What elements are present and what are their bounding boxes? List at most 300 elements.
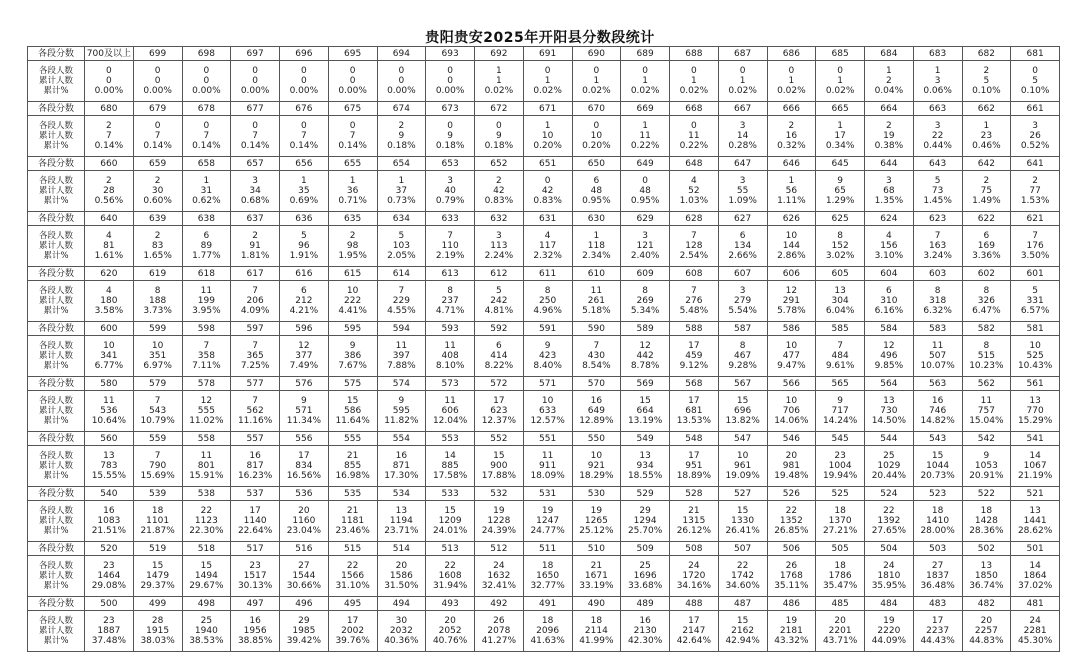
count-value: 4 [886,231,892,241]
data-cell [621,446,670,487]
data-cell [1011,171,1060,212]
cumulative-value: 152 [831,241,849,251]
cumpct-value: 0.20% [533,141,562,151]
cumulative-value: 1696 [633,571,657,581]
data-cell [133,61,182,102]
cumpct-value: 7.67% [338,361,367,371]
cumulative-value: 10 [590,131,603,141]
data-cell [718,391,767,432]
score-row [28,542,1060,556]
cumulative-value: 42 [541,186,554,196]
cumpct-value: 0.52% [1020,141,1050,151]
row-label-cumpct: 累计% [43,416,69,426]
cumpct-value: 1.91% [289,251,319,261]
count-value: 10 [346,286,359,296]
cumulative-value: 36 [346,186,359,196]
row-label-count: 各段人数 [38,176,73,186]
cumulative-value: 351 [149,351,167,361]
score-cell: 532 [475,487,524,501]
score-cell: 589 [621,322,670,336]
data-cell [621,556,670,597]
count-value: 18 [834,506,846,516]
cumpct-value: 0.02% [484,86,514,96]
data-cell [572,61,621,102]
cumulative-value: 730 [880,406,898,416]
cumpct-value: 0.02% [582,86,611,96]
score-cell: 679 [133,102,182,116]
cumulative-value: 1586 [389,571,413,581]
score-cell: 598 [182,322,231,336]
cumulative-value: 606 [441,406,459,416]
cumpct-value: 2.66% [728,251,757,261]
row-label-cumulative: 累计人数 [38,131,73,141]
cumpct-value: 0.83% [484,196,514,206]
count-value: 0 [544,66,551,76]
count-value: 18 [931,506,944,516]
data-cell [670,61,719,102]
data-cell [280,281,329,322]
cumpct-value: 7.25% [240,361,270,371]
score-cell: 686 [767,47,816,61]
score-cell: 638 [182,212,231,226]
data-cell [377,171,426,212]
score-row [28,212,1060,226]
cumpct-value: 6.04% [825,306,855,316]
cumulative-value: 144 [782,241,800,251]
score-cell: 635 [328,212,377,226]
cumulative-value: 1004 [828,461,852,471]
count-value: 9 [837,396,843,406]
cumulative-value: 442 [636,351,654,361]
cumpct-value: 1.49% [972,196,1001,206]
data-cell [767,226,816,267]
count-value: 8 [739,341,746,351]
data-cell [962,446,1011,487]
count-value: 16 [249,616,261,626]
row-label-cumpct: 累计% [43,471,69,481]
cumulative-value: 55 [736,186,749,196]
cumulative-value: 1464 [97,571,121,581]
cumpct-value: 41.63% [530,636,565,646]
score-cell: 657 [231,157,280,171]
cumulative-value: 1720 [682,571,706,581]
score-cell: 656 [280,157,329,171]
count-value: 1 [301,176,307,186]
score-row [28,267,1060,281]
score-cell: 660 [85,157,134,171]
data-cell [475,391,524,432]
count-value: 20 [834,616,846,626]
cumpct-value: 14.50% [871,416,907,426]
count-value: 3 [252,176,258,186]
count-value: 10 [785,341,798,351]
cumpct-value: 31.50% [384,581,419,591]
cumulative-value: 0 [349,76,356,86]
data-cell [85,226,134,267]
count-value: 12 [639,341,651,351]
score-cell: 584 [865,322,914,336]
data-cell [816,336,865,377]
count-value: 0 [496,121,502,131]
score-cell: 491 [523,597,572,611]
data-row-labels [28,446,85,487]
cumulative-value: 536 [100,406,118,416]
count-value: 17 [688,616,700,626]
data-cell [231,226,280,267]
cumpct-value: 26.85% [774,526,809,536]
cumpct-value: 32.77% [530,581,565,591]
cumpct-value: 12.89% [579,416,614,426]
score-cell: 527 [718,487,767,501]
count-value: 3 [739,286,746,296]
data-cell [865,611,914,652]
row-label-cumpct: 累计% [43,306,69,316]
score-cell: 692 [475,47,524,61]
data-cell [280,446,329,487]
data-cell [621,281,670,322]
cumulative-value: 10 [541,131,554,141]
data-cell [182,501,231,542]
cumulative-value: 1392 [877,516,901,526]
count-value: 19 [785,616,798,626]
count-value: 3 [886,176,892,186]
cumulative-value: 1837 [926,571,950,581]
count-value: 1 [788,176,795,186]
cumpct-value: 42.64% [676,636,712,646]
score-cell: 622 [962,212,1011,226]
data-cell [621,171,670,212]
score-cell: 547 [718,432,767,446]
cumulative-value: 1864 [1023,571,1047,581]
cumulative-value: 1786 [828,571,852,581]
data-cell [962,61,1011,102]
row-label-cumpct: 累计% [43,526,69,536]
score-cell: 499 [133,597,182,611]
score-cell: 490 [572,597,621,611]
cumpct-value: 0.68% [240,196,270,206]
score-cell: 675 [328,102,377,116]
count-value: 25 [883,451,895,461]
score-cell: 482 [962,597,1011,611]
score-row [28,377,1060,391]
cumpct-value: 0.95% [582,196,611,206]
score-cell: 600 [85,322,134,336]
data-cell [182,391,231,432]
cumulative-value: 1956 [243,626,267,636]
score-cell: 609 [621,267,670,281]
score-row-label: 各段分数 [28,487,85,501]
score-cell: 580 [85,377,134,391]
cumpct-value: 0.71% [338,196,367,206]
cumpct-value: 3.02% [825,251,855,261]
row-label-cumulative: 累计人数 [38,241,73,251]
data-cell [621,61,670,102]
score-cell: 534 [377,487,426,501]
count-value: 26 [785,561,798,571]
cumpct-value: 6.57% [1020,306,1050,316]
count-value: 5 [496,286,502,296]
cumulative-value: 326 [977,296,995,306]
score-cell: 509 [621,542,670,556]
cumulative-value: 134 [734,241,752,251]
cumulative-value: 2181 [779,626,803,636]
cumulative-value: 22 [931,131,944,141]
cumulative-value: 331 [1026,296,1044,306]
cumulative-value: 1441 [1023,516,1047,526]
cumpct-value: 24.39% [481,526,517,536]
count-value: 0 [642,176,648,186]
data-cell [426,556,475,597]
cumulative-value: 1370 [828,516,852,526]
count-value: 0 [447,66,453,76]
score-cell: 494 [377,597,426,611]
cumpct-value: 12.37% [481,416,517,426]
data-cell [767,61,816,102]
cumulative-value: 9 [496,131,502,141]
cumpct-value: 0.28% [728,141,757,151]
count-value: 1 [886,66,892,76]
data-cell [231,611,280,652]
cumpct-value: 9.28% [728,361,757,371]
cumulative-value: 113 [490,241,508,251]
score-cell: 650 [572,157,621,171]
score-cell: 518 [182,542,231,556]
score-cell: 555 [328,432,377,446]
cumulative-value: 1887 [97,626,121,636]
cumulative-value: 855 [344,461,362,471]
score-cell: 627 [718,212,767,226]
cumpct-value: 33.19% [579,581,614,591]
score-cell: 483 [913,597,962,611]
score-cell: 674 [377,102,426,116]
score-cell: 662 [962,102,1011,116]
cumpct-value: 42.94% [725,636,760,646]
cumulative-value: 169 [977,241,995,251]
score-cell: 498 [182,597,231,611]
cumpct-value: 31.94% [432,581,468,591]
count-value: 7 [252,341,258,351]
cumulative-value: 2096 [536,626,560,636]
score-cell: 530 [572,487,621,501]
score-cell: 568 [670,377,719,391]
data-row [28,446,1060,487]
count-value: 0 [203,121,210,131]
score-cell: 484 [865,597,914,611]
data-cell [962,391,1011,432]
count-value: 7 [252,396,258,406]
cumpct-value: 24.01% [432,526,468,536]
score-cell: 629 [621,212,670,226]
score-row-label: 各段分数 [28,102,85,116]
data-cell [475,61,524,102]
count-value: 19 [590,506,603,516]
count-value: 17 [688,451,700,461]
count-value: 23 [249,561,261,571]
row-label-count: 各段人数 [38,451,73,461]
score-cell: 693 [426,47,475,61]
score-cell: 620 [85,267,134,281]
score-cell: 481 [1011,597,1060,611]
score-cell: 529 [621,487,670,501]
score-cell: 661 [1011,102,1060,116]
cumulative-value: 1265 [584,516,608,526]
score-cell: 642 [962,157,1011,171]
cumulative-value: 525 [1026,351,1044,361]
cumulative-value: 1 [691,76,697,86]
count-value: 16 [103,506,115,516]
score-cell: 525 [816,487,865,501]
score-cell: 651 [523,157,572,171]
count-value: 1 [642,121,648,131]
data-row-labels [28,226,85,267]
score-cell: 621 [1011,212,1060,226]
score-cell: 670 [572,102,621,116]
cumulative-value: 358 [197,351,215,361]
cumpct-value: 6.16% [874,306,904,316]
cumpct-value: 14.24% [822,416,858,426]
row-label-cumulative: 累计人数 [38,351,73,361]
score-cell: 577 [231,377,280,391]
cumulative-value: 199 [197,296,215,306]
data-cell [377,281,426,322]
count-value: 0 [301,66,307,76]
count-value: 10 [590,451,603,461]
cumpct-value: 36.48% [920,581,955,591]
cumpct-value: 23.71% [384,526,419,536]
data-cell [523,171,572,212]
data-cell [1011,116,1060,157]
data-cell [182,171,231,212]
count-value: 25 [200,616,213,626]
data-cell [133,501,182,542]
cumulative-value: 1044 [926,461,950,471]
cumpct-value: 15.69% [140,471,175,481]
data-cell [572,446,621,487]
count-value: 9 [983,451,990,461]
cumulative-value: 2032 [389,626,413,636]
count-value: 12 [785,286,798,296]
score-cell: 604 [865,267,914,281]
cumpct-value: 34.16% [676,581,712,591]
count-value: 0 [593,66,600,76]
count-value: 20 [980,616,993,626]
cumulative-value: 1410 [926,516,950,526]
cumpct-value: 37.02% [1017,581,1053,591]
data-cell [621,336,670,377]
cumulative-value: 269 [636,296,654,306]
data-row-labels [28,501,85,542]
score-cell: 560 [85,432,134,446]
data-cell [280,61,329,102]
cumulative-value: 19 [883,131,895,141]
row-label-cumpct: 累计% [43,581,69,591]
cumulative-value: 1053 [974,461,998,471]
count-value: 11 [200,451,213,461]
cumpct-value: 0.56% [94,196,124,206]
data-cell [426,281,475,322]
count-value: 12 [883,341,895,351]
data-cell [426,226,475,267]
row-label-count: 各段人数 [38,121,73,131]
count-value: 1 [398,176,405,186]
score-cell: 677 [231,102,280,116]
score-cell: 544 [865,432,914,446]
score-cell: 634 [377,212,426,226]
data-cell [280,391,329,432]
cumpct-value: 12.57% [530,416,565,426]
score-distribution-table [27,46,1060,652]
cumpct-value: 14.82% [920,416,955,426]
cumpct-value: 3.58% [94,306,124,316]
cumpct-value: 43.32% [774,636,809,646]
cumpct-value: 35.95% [871,581,907,591]
score-cell: 543 [913,432,962,446]
data-cell [231,556,280,597]
cumpct-value: 15.29% [1017,416,1053,426]
data-cell [523,501,572,542]
cumulative-value: 2201 [828,626,852,636]
count-value: 7 [691,231,697,241]
score-cell: 691 [523,47,572,61]
data-cell [328,556,377,597]
count-value: 8 [642,286,648,296]
data-cell [280,171,329,212]
cumpct-value: 0.00% [387,86,416,96]
data-cell [475,556,524,597]
data-cell [182,336,231,377]
cumulative-value: 2281 [1023,626,1047,636]
cumpct-value: 8.78% [630,361,660,371]
cumulative-value: 7 [154,131,161,141]
data-cell [280,116,329,157]
data-row [28,391,1060,432]
data-row-labels [28,171,85,212]
count-value: 9 [837,176,843,186]
data-cell [718,116,767,157]
score-cell: 676 [280,102,329,116]
count-value: 20 [395,561,408,571]
count-value: 0 [837,66,843,76]
count-value: 9 [349,341,356,351]
row-label-cumulative: 累计人数 [38,461,73,471]
count-value: 0 [398,66,405,76]
cumpct-value: 41.99% [579,636,614,646]
count-value: 20 [444,616,456,626]
cumpct-value: 0.14% [94,141,124,151]
data-cell [85,446,134,487]
cumpct-value: 27.65% [871,526,907,536]
cumulative-value: 1352 [779,516,803,526]
cumulative-value: 0 [203,76,210,86]
cumpct-value: 0.60% [143,196,172,206]
cumpct-value: 2.54% [679,251,709,261]
data-cell [133,226,182,267]
score-cell: 502 [962,542,1011,556]
score-cell: 497 [231,597,280,611]
cumpct-value: 35.11% [774,581,809,591]
cumpct-value: 28.36% [969,526,1004,536]
cumpct-value: 18.55% [627,471,663,481]
count-value: 17 [249,506,261,516]
data-cell [182,226,231,267]
score-cell: 640 [85,212,134,226]
cumpct-value: 24.77% [530,526,565,536]
score-cell: 630 [572,212,621,226]
cumpct-value: 0.14% [240,141,270,151]
count-value: 24 [688,561,700,571]
count-value: 14 [1029,561,1041,571]
cumpct-value: 19.09% [725,471,760,481]
